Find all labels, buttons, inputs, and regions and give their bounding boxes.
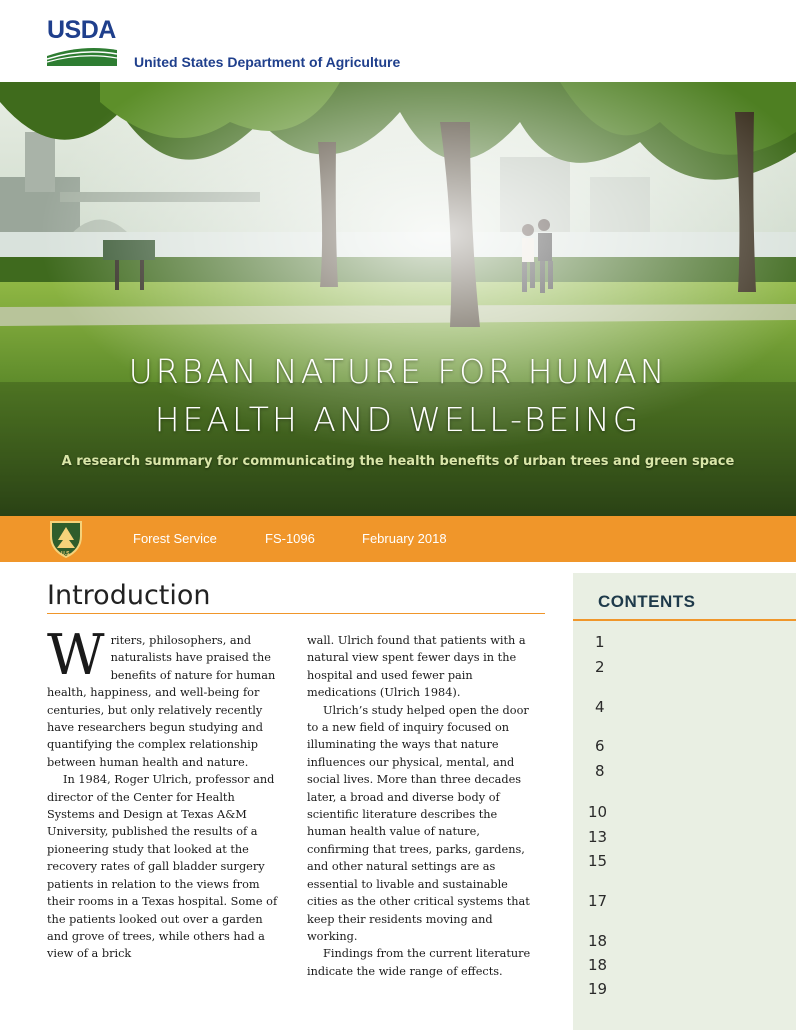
intro-paragraph-4: Ulrich’s study helped open the door to a new field of inquiry focused on illuminating the ways that nature influences our physical, mental, and social lives. More than three decades later, a broad and diverse body of scientific literature describes the human health value of nature, confirming that trees, parks, gardens, and other natural settings are as essential to livable and sustainable cities as the other critical systems that keep their residents moving and working. [307, 703, 530, 943]
contents-page-number[interactable]: 17 [588, 892, 608, 910]
contents-page-number[interactable]: 10 [588, 803, 608, 821]
intro-paragraph-2: In 1984, Roger Ulrich, professor and director of the Center for Health Systems and Design at Texas A&M University, published the results of a pioneering study that looked at the recovery rates of gall bladder surgery patients in relation to the views from their rooms in a Texas hospital. Some of the patients looked out over a garden and grove of trees, while others had a view of a brick [47, 773, 278, 961]
drop-cap: W [47, 623, 105, 688]
forest-service-shield-icon [48, 520, 84, 558]
intro-paragraph-1 [47, 623, 279, 771]
intro-column-right [307, 632, 539, 980]
contents-page-number[interactable]: 6 [595, 737, 605, 755]
contents-page-number[interactable]: 13 [588, 828, 608, 846]
contents-page-number[interactable]: 4 [595, 698, 605, 716]
contents-page-number[interactable]: 18 [588, 932, 608, 950]
contents-page-number[interactable]: 15 [588, 852, 608, 870]
intro-paragraph-5: Findings from the current literature indicate the wide range of effects. [307, 947, 531, 978]
contents-page-number[interactable]: 18 [588, 956, 608, 974]
agency-name: United States Department of Agriculture [134, 54, 401, 70]
contents-sidebar [573, 573, 796, 1030]
hero-title-line2: HEALTH AND WELL-BEING [154, 400, 642, 439]
band-agency: Forest Service [133, 531, 217, 546]
hero-banner [0, 82, 796, 516]
intro-heading: Introduction [47, 580, 211, 611]
hero-park-photo [0, 82, 796, 516]
contents-page-number[interactable]: 2 [595, 658, 605, 676]
band-date: February 2018 [362, 531, 447, 546]
intro-paragraph-3: wall. Ulrich found that patients with a natural view spent fewer days in the hospital and used fewer pain medications (Ulrich 1984). [307, 634, 526, 700]
contents-divider [573, 619, 796, 621]
shield-text: U.S. [61, 551, 71, 557]
publication-info-band [0, 516, 796, 562]
intro-divider [47, 613, 545, 614]
usda-logo-text: USDA [47, 16, 116, 44]
intro-column-left [47, 623, 279, 963]
band-publication-number: FS-1096 [265, 531, 315, 546]
contents-page-number[interactable]: 8 [595, 762, 605, 780]
hero-title-line1: URBAN NATURE FOR HUMAN [128, 352, 668, 391]
intro-paragraph-1-text: riters, philosophers, and naturalists have praised the benefits of nature for human health, happiness, and well-being for centuries, but only relatively recently have researchers begun studying and quantifying the complex relationship between human health and nature. [47, 634, 276, 769]
usda-logo [47, 16, 117, 68]
hero-subtitle: A research summary for communicating the health benefits of urban trees and green space [61, 454, 735, 469]
contents-page-number[interactable]: 1 [595, 633, 605, 651]
contents-heading: CONTENTS [598, 592, 696, 611]
usda-swoosh-icon [47, 46, 117, 66]
contents-page-number[interactable]: 19 [588, 980, 608, 998]
